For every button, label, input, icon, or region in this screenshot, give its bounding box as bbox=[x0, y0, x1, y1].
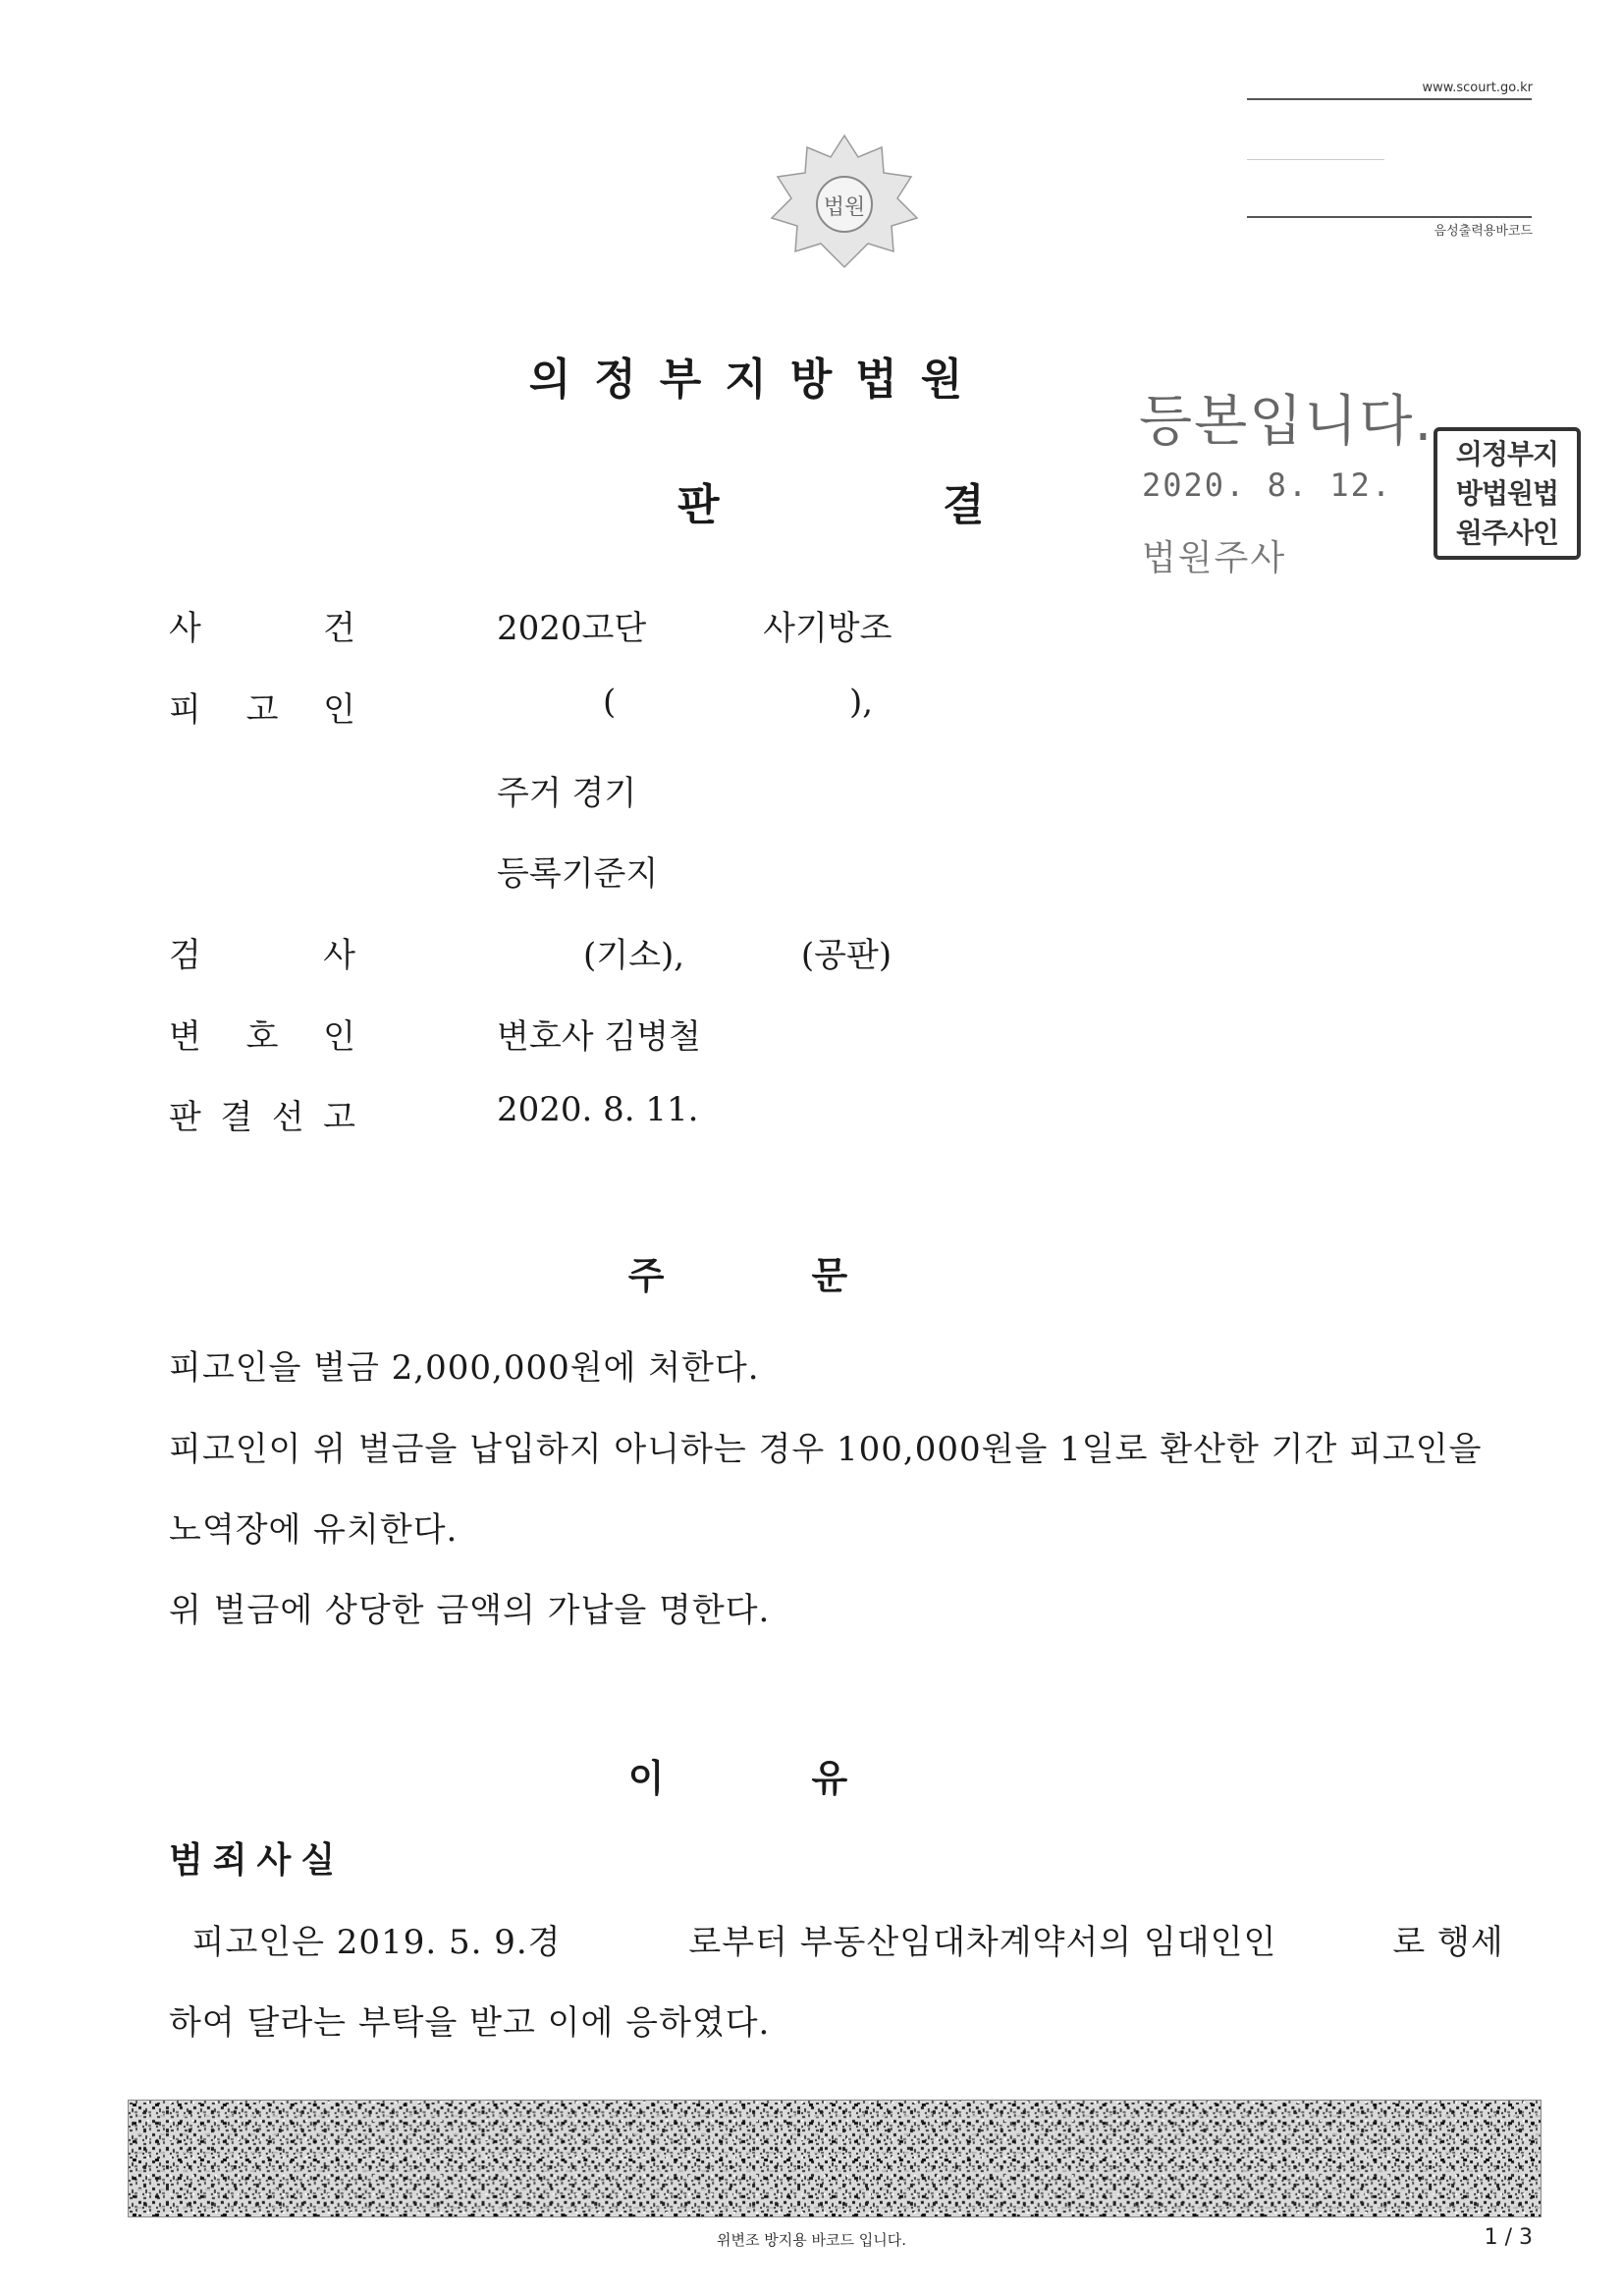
party-label-char: 고 bbox=[245, 690, 279, 730]
order-heading-a: 주 bbox=[627, 1253, 812, 1297]
emblem-text: 법원 bbox=[823, 195, 866, 220]
seal-line: 의정부지 bbox=[1455, 438, 1559, 470]
anti-forgery-barcode bbox=[128, 2100, 1542, 2217]
party-value: 주거 경기 bbox=[497, 774, 637, 813]
party-label-char: 피 bbox=[169, 690, 201, 730]
party-label-char: 고 bbox=[323, 1098, 355, 1137]
party-label bbox=[169, 683, 355, 731]
header-rule-bottom bbox=[1247, 216, 1532, 218]
party-value: 변호사 김병철 bbox=[497, 1017, 701, 1057]
seal-line: 원주사인 bbox=[1455, 517, 1559, 549]
certified-date: 2020. 8. 12. bbox=[1142, 466, 1393, 504]
order-heading bbox=[0, 1245, 1623, 1299]
header-rule-faint bbox=[1247, 159, 1384, 160]
certified-copy-note: 등본입니다. bbox=[1139, 390, 1434, 454]
official-seal bbox=[1434, 427, 1581, 560]
party-label-char: 사 bbox=[169, 609, 201, 648]
party-value: (기소), (공판) bbox=[583, 936, 893, 975]
party-label-char: 인 bbox=[323, 690, 355, 730]
order-line: 피고인이 위 벌금을 납입하지 아니하는 경우 100,000원을 1일로 환산한 기간 피고인을 bbox=[169, 1430, 1483, 1469]
reason-heading-b: 유 bbox=[811, 1756, 996, 1800]
party-value: ( ), bbox=[603, 683, 874, 722]
party-value: 등록기준지 bbox=[497, 854, 659, 894]
reason-heading bbox=[0, 1748, 1623, 1802]
order-line: 피고인을 벌금 2,000,000원에 처한다. bbox=[169, 1348, 760, 1388]
reason-heading-a: 이 bbox=[627, 1756, 812, 1800]
party-label-char: 건 bbox=[323, 609, 355, 648]
order-heading-b: 문 bbox=[811, 1253, 996, 1297]
crime-facts-line: 피고인은 2019. 5. 9.경 로부터 부동산임대차계약서의 임대인인 로 행세 bbox=[169, 1923, 1504, 1962]
barcode-label: 음성출력용바코드 bbox=[1434, 224, 1533, 239]
order-line: 노역장에 유치한다. bbox=[169, 1510, 459, 1550]
court-emblem-icon bbox=[756, 128, 933, 275]
party-label-char: 인 bbox=[323, 1017, 355, 1057]
anti-forgery-note: 위변조 방지용 바코드 입니다. bbox=[717, 2231, 906, 2249]
party-label-char: 검 bbox=[169, 936, 201, 975]
party-label bbox=[169, 928, 355, 976]
party-label-char: 호 bbox=[245, 1017, 279, 1057]
party-label-char: 변 bbox=[169, 1017, 201, 1057]
page-number: 1 / 3 bbox=[1484, 2225, 1533, 2250]
party-label-char: 결 bbox=[220, 1098, 253, 1137]
doc-type-left: 판 bbox=[677, 480, 720, 530]
court-clerk: 법원주사 bbox=[1142, 538, 1287, 578]
site-url: www.scourt.go.kr bbox=[1422, 81, 1533, 95]
court-name: 의정부지방법원 bbox=[528, 355, 987, 405]
party-label-char: 판 bbox=[169, 1098, 201, 1137]
crime-facts-heading: 범죄사실 bbox=[169, 1839, 346, 1881]
party-label-char: 사 bbox=[323, 936, 355, 975]
party-value: 2020. 8. 11. bbox=[497, 1090, 699, 1129]
seal-line: 방법원법 bbox=[1455, 477, 1559, 510]
header-rule-top bbox=[1247, 98, 1532, 100]
doc-type-right: 결 bbox=[943, 480, 985, 530]
party-label bbox=[169, 1010, 355, 1058]
order-line: 위 벌금에 상당한 금액의 가납을 명한다. bbox=[169, 1591, 771, 1630]
party-value: 2020고단 사기방조 bbox=[497, 609, 893, 648]
party-label bbox=[169, 601, 355, 649]
party-label-char: 선 bbox=[271, 1098, 304, 1137]
crime-facts-line: 하여 달라는 부탁을 받고 이에 응하였다. bbox=[169, 2003, 771, 2043]
party-label bbox=[169, 1090, 355, 1138]
